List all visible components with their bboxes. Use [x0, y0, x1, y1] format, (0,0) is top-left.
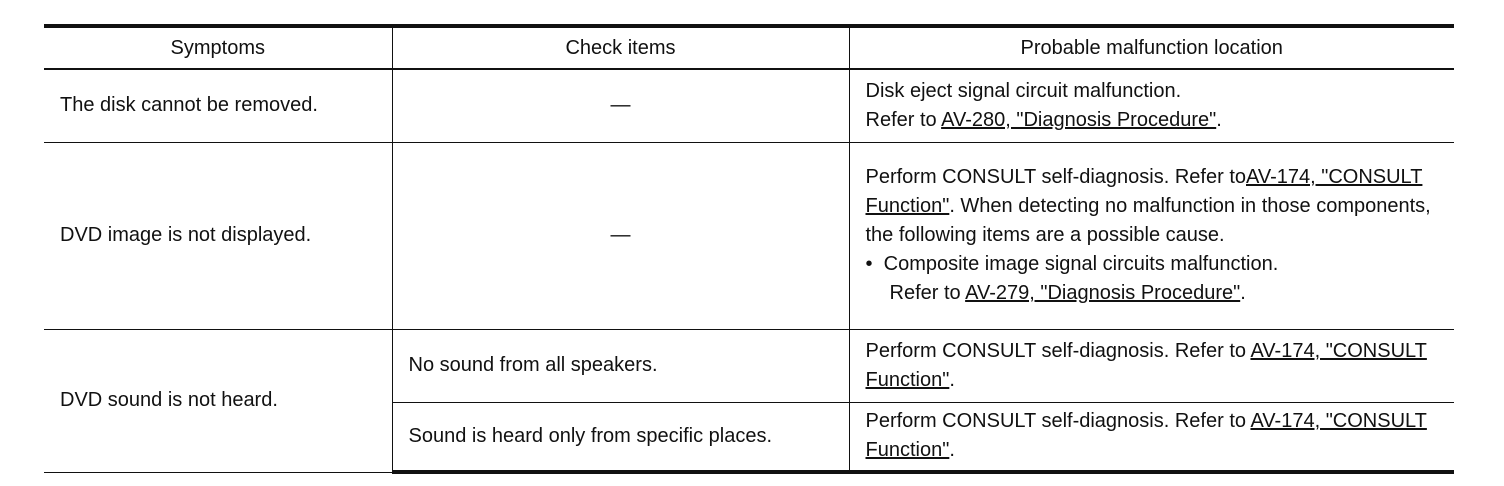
location-cell: [849, 402, 1454, 472]
reference-link[interactable]: AV-174, "CONSULT Function": [865, 166, 1423, 217]
symptom-cell: DVD sound is not heard.: [44, 329, 392, 472]
check-item-cell: —: [392, 142, 849, 329]
check-item-cell: No sound from all speakers.: [392, 329, 849, 402]
bullet-text: Composite image signal circuits malfunction.: [883, 253, 1279, 275]
location-cell: [849, 69, 1454, 142]
table-row: [44, 329, 1454, 402]
reference-link[interactable]: AV-279, "Diagnosis Procedure": [965, 282, 1241, 304]
location-text: Perform CONSULT self-diagnosis. Refer to: [865, 339, 1251, 362]
check-item-cell: Sound is heard only from specific places.: [392, 402, 849, 472]
location-cell: [849, 329, 1454, 402]
symptom-cell: The disk cannot be removed.: [44, 69, 392, 142]
table-header-row: [44, 26, 1454, 69]
location-cell: [849, 142, 1454, 329]
check-item-cell: —: [392, 69, 849, 142]
reference-link[interactable]: AV-280, "Diagnosis Procedure": [941, 108, 1217, 131]
location-text: Disk eject signal circuit malfunction.: [865, 79, 1182, 102]
refer-text: Refer to: [865, 108, 942, 131]
location-text: Perform CONSULT self-diagnosis. Refer to: [865, 410, 1251, 433]
refer-text: Refer to: [889, 282, 966, 304]
symptom-cell: DVD image is not displayed.: [44, 142, 392, 329]
period-text: .: [949, 439, 955, 462]
reference-link[interactable]: AV-174, "CONSULT Function": [865, 339, 1427, 391]
table-row: [44, 69, 1454, 142]
location-text: Perform CONSULT self-diagnosis. Refer to: [865, 166, 1246, 188]
period-text: .: [1216, 108, 1222, 131]
bullet-refer-line: [866, 279, 1439, 308]
bullet-item: [866, 250, 1439, 279]
period-text: .: [949, 368, 955, 391]
header-symptoms: Symptoms: [44, 26, 392, 69]
header-check-items: Check items: [392, 26, 849, 69]
period-text: .: [1240, 282, 1246, 304]
diagnosis-table: [44, 24, 1454, 474]
table-row: [44, 142, 1454, 329]
reference-link[interactable]: AV-174, "CONSULT Function": [865, 410, 1427, 462]
location-refer-line: [866, 106, 1439, 135]
location-text-continued: . When detecting no malfunction in those components, the following items are a possible cause.: [865, 195, 1431, 246]
bullet-mark: •: [865, 253, 873, 275]
header-malfunction-location: Probable malfunction location: [849, 26, 1454, 69]
